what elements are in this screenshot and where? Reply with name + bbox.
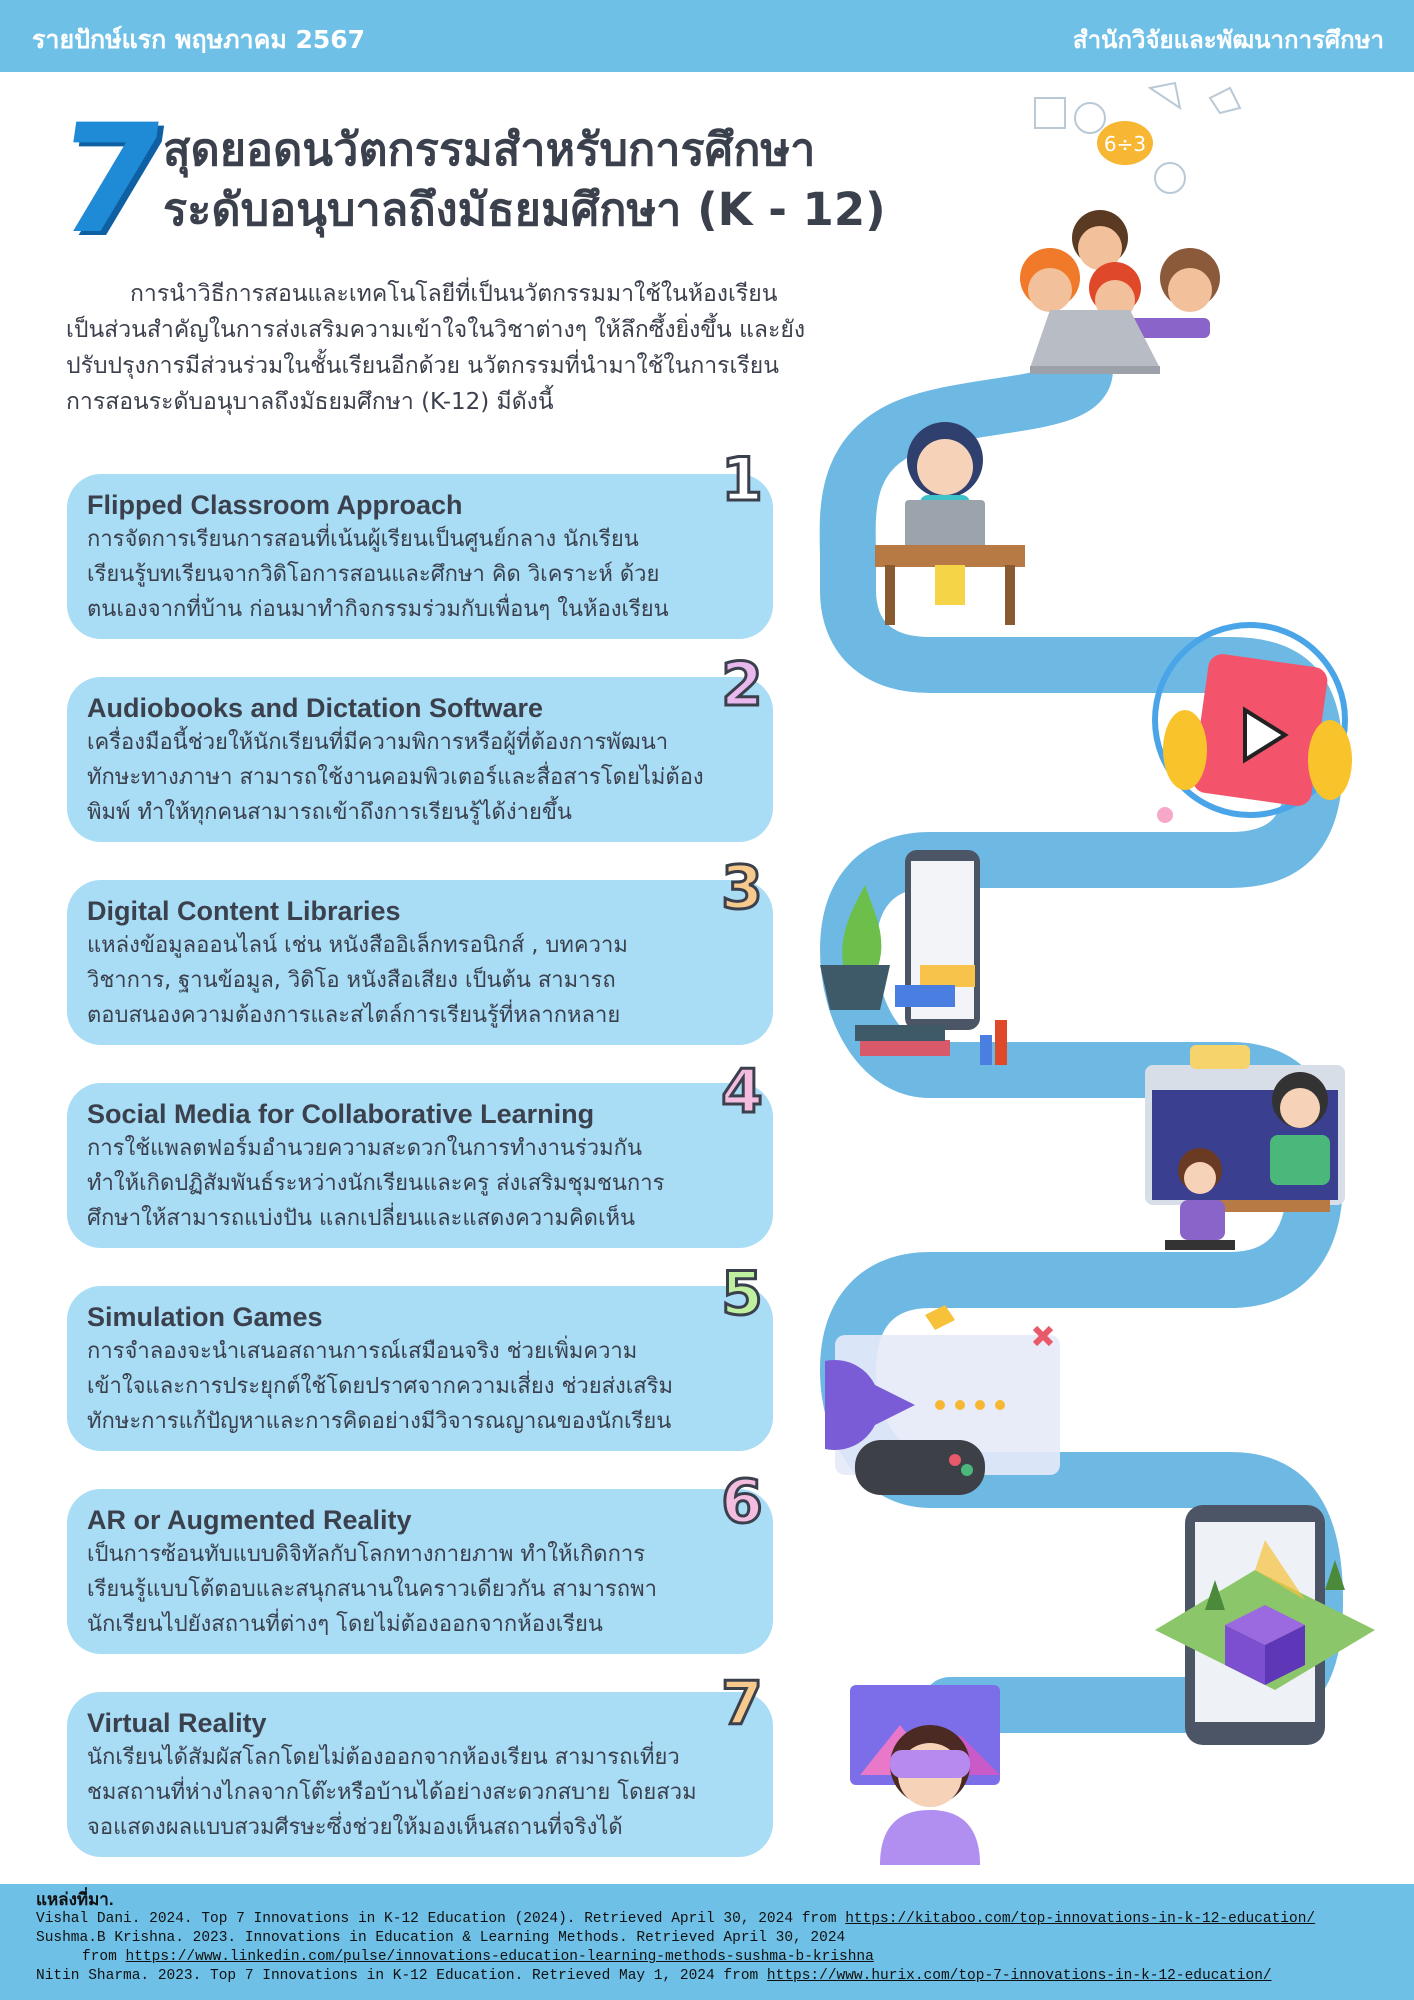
innovation-title: Social Media for Collaborative Learning	[87, 1099, 595, 1129]
innovation-number-2: 2	[721, 650, 763, 720]
description-line: การจำลองจะนำเสนอสถานการณ์เสมือนจริง ช่วยเพิ่มความ	[87, 1339, 638, 1364]
sources-heading: แหล่งที่มา.	[36, 1890, 114, 1909]
innovation-number-7: 7	[721, 1669, 763, 1739]
student-desk-illustration	[865, 415, 1035, 635]
innovation-card-4	[67, 1083, 773, 1248]
math-formula: 6÷3	[1103, 132, 1147, 156]
innovation-number-1: 1	[721, 445, 763, 515]
description-line: นักเรียนไปยังสถานที่ต่างๆ โดยไม่ต้องออกจากห้องเรียน	[87, 1612, 603, 1637]
innovation-description	[87, 1537, 753, 1642]
innovation-card-3	[67, 880, 773, 1045]
innovation-title: Digital Content Libraries	[87, 896, 401, 926]
innovation-card-5	[67, 1286, 773, 1451]
simulation-game-illustration	[825, 1300, 1065, 1510]
description-line: การจัดการเรียนการสอนที่เน้นผู้เรียนเป็นศูนย์กลาง นักเรียน	[87, 527, 639, 552]
ar-phone-illustration	[1145, 1500, 1380, 1750]
audiobook-illustration	[1145, 610, 1355, 850]
innovation-card-2	[67, 677, 773, 842]
innovation-title: Flipped Classroom Approach	[87, 490, 463, 520]
title-line-1: สุดยอดนวัตกรรมสำหรับการศึกษา	[163, 123, 816, 176]
description-line: ชมสถานที่ห่างไกลจากโต๊ะหรือบ้านได้อย่างสะดวกสบาย โดยสวม	[87, 1780, 697, 1805]
description-line: ทักษะการแก้ปัญหาและการคิดอย่างมีวิจารณญาณของนักเรียน	[87, 1409, 672, 1434]
social-learning-illustration	[1140, 1040, 1350, 1290]
description-line: ศึกษาให้สามารถแบ่งปัน แลกเปลี่ยนและแสดงความคิดเห็น	[87, 1206, 636, 1231]
innovation-number-4: 4	[721, 1057, 763, 1127]
sources-footer	[0, 1884, 1414, 2000]
innovation-number-5: 5	[721, 1259, 763, 1329]
reference-2-continued: from https://www.linkedin.com/pulse/innovations-education-learning-methods-sushma-b-krishna	[82, 1949, 874, 1965]
title-number: 7	[45, 93, 175, 267]
reference-link-3[interactable]: https://www.hurix.com/top-7-innovations-in-k-12-education/	[766, 1968, 1272, 1984]
innovation-title: Audiobooks and Dictation Software	[87, 693, 544, 723]
description-line: ทำให้เกิดปฏิสัมพันธ์ระหว่างนักเรียนและครู ส่งเสริมชุมชนการ	[87, 1171, 665, 1196]
innovation-description	[87, 522, 753, 627]
description-line: ตอบสนองความต้องการและสไตล์การเรียนรู้ที่หลากหลาย	[87, 1003, 621, 1028]
description-line: วิชาการ, ฐานข้อมูล, วิดิโอ หนังสือเสียง เป็นต้น สามารถ	[87, 968, 616, 993]
description-line: เครื่องมือนี้ช่วยให้นักเรียนที่มีความพิการหรือผู้ที่ต้องการพัฒนา	[87, 730, 669, 755]
description-line: ตนเองจากที่บ้าน ก่อนมาทำกิจกรรมร่วมกับเพื่อนๆ ในห้องเรียน	[87, 597, 669, 622]
vr-headset-illustration	[840, 1665, 1015, 1865]
innovation-card-7	[67, 1692, 773, 1857]
innovation-title: Virtual Reality	[87, 1708, 267, 1738]
reference-2: Sushma.B Krishna. 2023. Innovations in Education & Learning Methods. Retrieved April 30, 2024	[36, 1930, 846, 1946]
description-line: ทักษะทางภาษา สามารถใช้งานคอมพิวเตอร์และสื่อสารโดยไม่ต้อง	[87, 765, 704, 790]
reference-link-2[interactable]: https://www.linkedin.com/pulse/innovations-education-learning-methods-sushma-b-krishna	[125, 1949, 874, 1965]
intro-paragraph: การนำวิธีการสอนและเทคโนโลยีที่เป็นนวัตกรรมมาใช้ในห้องเรียน เป็นส่วนสำคัญในการส่งเสริมความเข้าใจในวิชาต่างๆ ให้ลึกซึ้งยิ่งขึ้น และยังปรับปรุงการมีส่วนร่วมในชั้นเรียนอีกด้วย นวัตกรรมที่นำมาใช้ในการเรียนการสอนระดับอนุบาลถึงมัธยมศึกษา (K-12) มีดังนี้	[66, 281, 806, 415]
innovation-description	[87, 725, 753, 830]
description-line: เป็นการซ้อนทับแบบดิจิทัลกับโลกทางกายภาพ ทำให้เกิดการ	[87, 1542, 646, 1567]
top-bar	[0, 0, 1414, 72]
description-line: แหล่งข้อมูลออนไลน์ เช่น หนังสืออิเล็กทรอนิกส์ , บทความ	[87, 933, 628, 958]
reference-3: Nitin Sharma. 2023. Top 7 Innovations in K-12 Education. Retrieved May 1, 2024 from https://www.hurix.com/top-7-innovations-in-k-12-education/	[36, 1968, 1272, 1984]
description-line: การใช้แพลตฟอร์มอำนวยความสะดวกในการทำงานร่วมกัน	[87, 1136, 642, 1161]
issue-label: รายปักษ์แรก พฤษภาคม 2567	[32, 25, 366, 54]
kids-laptop-illustration	[990, 78, 1320, 378]
innovation-card-1	[67, 474, 773, 639]
innovation-card-6	[67, 1489, 773, 1654]
innovation-description	[87, 928, 753, 1033]
description-line: พิมพ์ ทำให้ทุกคนสามารถเข้าถึงการเรียนรู้ได้ง่ายขึ้น	[87, 800, 572, 825]
innovation-number-6: 6	[721, 1467, 763, 1537]
title-line-2: ระดับอนุบาลถึงมัธยมศึกษา (K - 12)	[163, 183, 886, 236]
reference-link-1[interactable]: https://kitaboo.com/top-innovations-in-k-12-education/	[845, 1911, 1316, 1927]
description-line: นักเรียนได้สัมผัสโลกโดยไม่ต้องออกจากห้องเรียน สามารถเที่ยว	[87, 1745, 680, 1770]
description-line: จอแสดงผลแบบสวมศีรษะซึ่งช่วยให้มองเห็นสถานที่จริงได้	[87, 1815, 623, 1840]
digital-library-illustration	[815, 845, 1025, 1090]
page-title	[163, 120, 983, 240]
innovation-description	[87, 1334, 753, 1439]
description-line: เข้าใจและการประยุกต์ใช้โดยปราศจากความเสี่ยง ช่วยส่งเสริม	[87, 1374, 674, 1399]
description-line: เรียนรู้แบบโต้ตอบและสนุกสนานในคราวเดียวกัน สามารถพา	[87, 1577, 657, 1602]
innovation-title: AR or Augmented Reality	[87, 1505, 412, 1535]
description-line: เรียนรู้บทเรียนจากวิดิโอการสอนและศึกษา คิด วิเคราะห์ ด้วย	[87, 562, 660, 587]
innovation-description	[87, 1740, 753, 1845]
innovation-title: Simulation Games	[87, 1302, 323, 1332]
organization-name: สำนักวิจัยและพัฒนาการศึกษา	[1072, 26, 1384, 54]
innovation-description	[87, 1131, 753, 1236]
innovation-number-3: 3	[721, 853, 763, 923]
reference-1: Vishal Dani. 2024. Top 7 Innovations in K-12 Education (2024). Retrieved April 30, 2024 from https://kitaboo.com/top-innovations-in-k-12-education/	[36, 1911, 1316, 1927]
